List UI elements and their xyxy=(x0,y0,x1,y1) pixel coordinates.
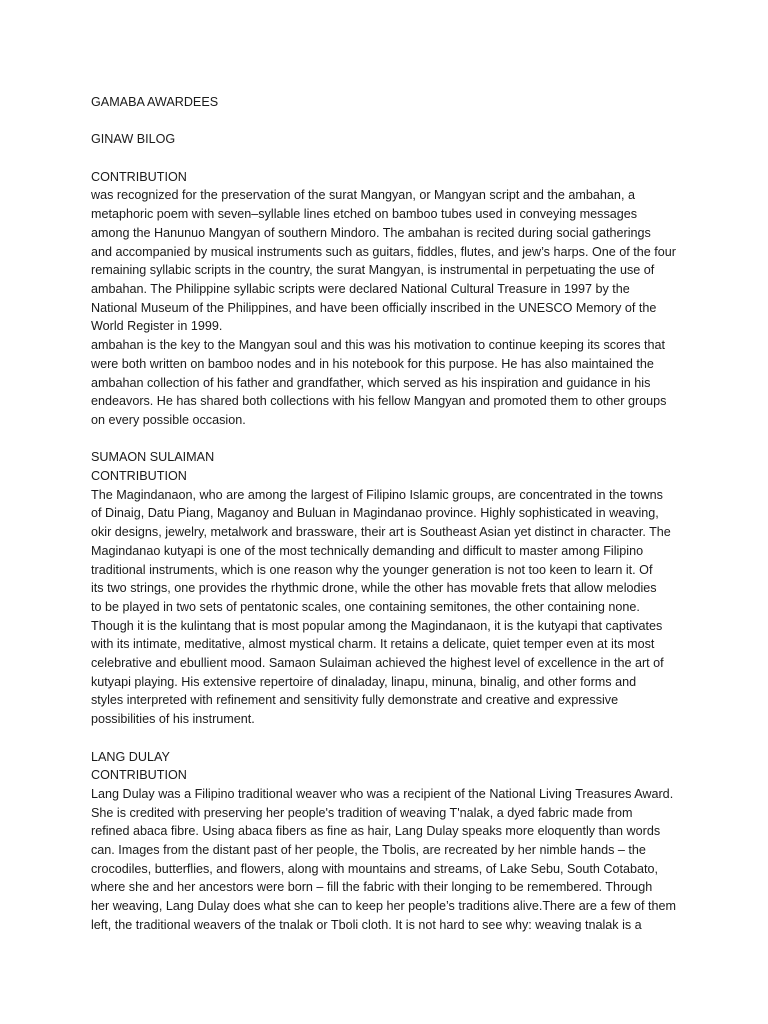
text-line: She is credited with preserving her people's tradition of weaving T'nalak, a dyed fabric made from xyxy=(91,805,633,820)
text-line: celebrative and ebullient mood. Samaon Sulaiman achieved the highest level of excellence in the art of xyxy=(91,656,664,671)
paragraph xyxy=(91,785,691,935)
paragraph xyxy=(91,336,691,430)
text-line: styles interpreted with refinement and sensitivity fully demonstrate and creative and expressive xyxy=(91,693,619,708)
spacer xyxy=(91,729,691,748)
text-line: was recognized for the preservation of the surat Mangyan, or Mangyan script and the ambahan, a xyxy=(91,188,635,203)
text-line: of Dinaig, Datu Piang, Maganoy and Buluan in Magindanao province. Highly sophisticated in weaving, xyxy=(91,506,659,521)
text-line: ambahan collection of his father and grandfather, which served as his inspiration and guidance in his xyxy=(91,375,651,390)
paragraph xyxy=(91,186,691,336)
text-line: Magindanao kutyapi is one of the most technically demanding and difficult to master among Filipino xyxy=(91,543,644,558)
text-line: among the Hanunuo Mangyan of southern Mindoro. The ambahan is recited during social gatherings xyxy=(91,225,651,240)
text-line: Lang Dulay was a Filipino traditional weaver who was a recipient of the National Living Treasures Award. xyxy=(91,786,674,801)
text-line: The Magindanaon, who are among the largest of Filipino Islamic groups, are concentrated in the towns xyxy=(91,487,663,502)
text-line: and accompanied by musical instruments such as guitars, fiddles, flutes, and jew’s harps. One of the four xyxy=(91,244,676,259)
text-line: traditional instruments, which is one reason why the younger generation is not too keen to learn it. Of xyxy=(91,562,653,577)
text-line: left, the traditional weavers of the tnalak or Tboli cloth. It is not hard to see why: weaving tnalak is a xyxy=(91,917,642,932)
text-line: her weaving, Lang Dulay does what she can to keep her people’s traditions alive.There are a few of them xyxy=(91,899,677,914)
text-line: National Museum of the Philippines, and have been officially inscribed in the UNESCO Memory of the xyxy=(91,300,657,315)
text-line: possibilities of his instrument. xyxy=(91,712,255,727)
text-line: World Register in 1999. xyxy=(91,319,223,334)
spacer xyxy=(91,112,691,131)
text-line: endeavors. He has shared both collections with his fellow Mangyan and promoted them to other groups xyxy=(91,394,667,409)
section-name-lang-dulay: LANG DULAY xyxy=(91,749,170,764)
section-heading: CONTRIBUTION xyxy=(91,768,187,783)
text-line: ambahan is the key to the Mangyan soul and this was his motivation to continue keeping its scores that xyxy=(91,338,666,353)
text-line: were both written on bamboo nodes and in his notebook for this purpose. He has also maintained the xyxy=(91,356,654,371)
text-line: metaphoric poem with seven–syllable lines etched on bamboo tubes used in conveying messages xyxy=(91,207,638,222)
spacer xyxy=(91,149,691,168)
document-title: GAMABA AWARDEES xyxy=(91,95,219,109)
section-name-sumaon-sulaiman: SUMAON SULAIMAN xyxy=(91,450,215,465)
text-line: remaining syllabic scripts in the country, the surat Mangyan, is instrumental in perpetuating the use of xyxy=(91,263,655,278)
section-heading: CONTRIBUTION xyxy=(91,169,187,184)
section-heading: CONTRIBUTION xyxy=(91,469,187,484)
text-line: where she and her ancestors were born – fill the fabric with their longing to be remembered. Through xyxy=(91,880,653,895)
text-line: with its intimate, meditative, almost mystical charm. It retains a delicate, quiet temper even at its most xyxy=(91,637,655,652)
text-line: refined abaca fibre. Using abaca fibers as fine as hair, Lang Dulay speaks more eloquently than words xyxy=(91,824,661,839)
text-line: on every possible occasion. xyxy=(91,412,246,427)
text-line: ambahan. The Philippine syllabic scripts were declared National Cultural Treasure in 1997 by the xyxy=(91,282,630,296)
text-line: its two strings, one provides the rhythmic drone, while the other has movable frets that allow melodies xyxy=(91,581,657,596)
document-page xyxy=(91,93,691,935)
text-line: can. Images from the distant past of her people, the Tbolis, are recreated by her nimble hands – the xyxy=(91,843,646,858)
paragraph xyxy=(91,486,691,729)
text-line: okir designs, jewelry, metalwork and brassware, their art is Southeast Asian yet distinct in character. The xyxy=(91,525,671,540)
text-line: Though it is the kulintang that is most popular among the Magindanaon, it is the kutyapi that captivates xyxy=(91,618,663,633)
text-line: to be played in two sets of pentatonic scales, one containing semitones, the other containing none. xyxy=(91,599,640,614)
text-line: crocodiles, butterflies, and flowers, along with mountains and streams, of Lake Sebu, South Cotabato, xyxy=(91,861,659,876)
spacer xyxy=(91,430,691,449)
text-line: kutyapi playing. His extensive repertoire of dinaladay, linapu, minuna, binalig, and other forms and xyxy=(91,674,637,689)
section-name-ginaw-bilog: GINAW BILOG xyxy=(91,132,176,147)
